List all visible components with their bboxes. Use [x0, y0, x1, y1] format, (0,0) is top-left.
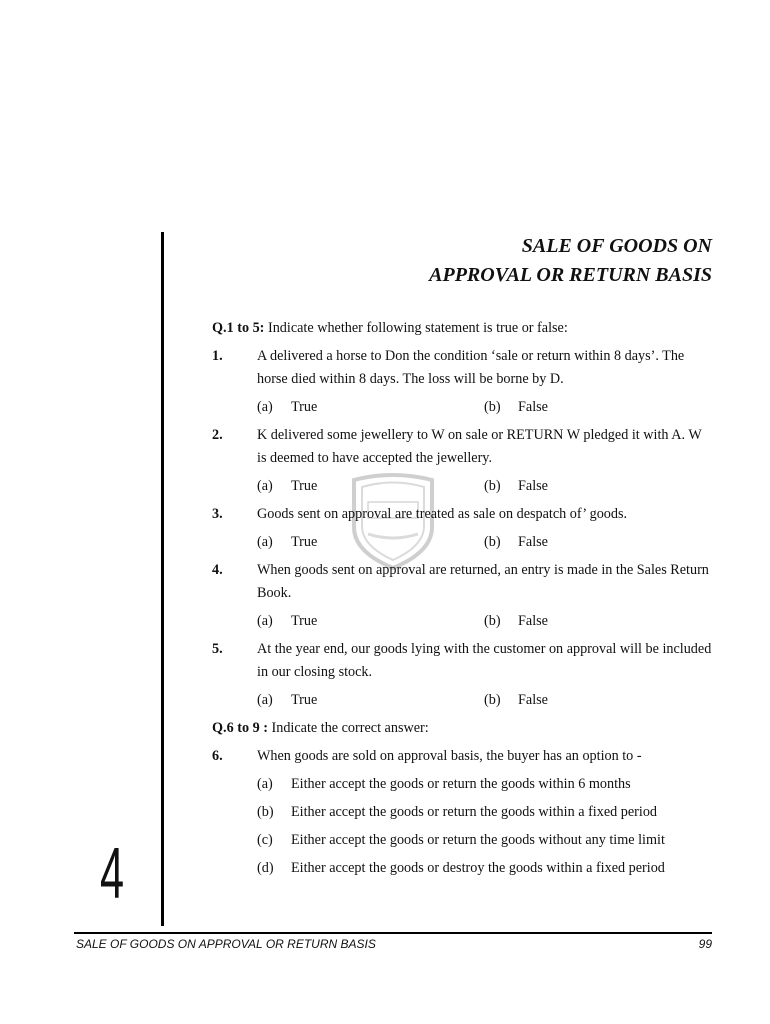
- chapter-rule: [161, 232, 164, 926]
- question-2: [212, 424, 712, 498]
- option-d: (d) Either accept the goods or destroy the goods within a fixed period: [257, 860, 665, 876]
- page-footer: [76, 937, 712, 951]
- option-b: (b) False: [484, 534, 548, 550]
- question-text: Goods sent on approval are treated as sale on despatch of’ goods.: [257, 506, 628, 522]
- section-2-instruction: [212, 717, 712, 740]
- footer-rule: [74, 932, 712, 934]
- title-line-1: SALE OF GOODS ON: [521, 235, 712, 257]
- section-1-text: Indicate whether following statement is true or false:: [264, 320, 568, 336]
- question-text: At the year end, our goods lying with the customer on approval will be included in our closing stock.: [257, 641, 712, 680]
- question-text: K delivered some jewellery to W on sale or RETURN W pledged it with A. W is deemed to have accepted the jewellery.: [257, 427, 702, 466]
- option-b: (b) False: [484, 399, 548, 415]
- question-number: 3.: [212, 506, 223, 522]
- section-2-text: Indicate the correct answer:: [267, 720, 429, 736]
- option-c: (c) Either accept the goods or return the goods without any time limit: [257, 832, 665, 848]
- option-a: (a) True: [257, 613, 318, 629]
- question-3: [212, 503, 712, 554]
- page-title: [429, 232, 712, 290]
- option-a: (a) Either accept the goods or return the goods within 6 months: [257, 776, 631, 792]
- question-number: 6.: [212, 748, 223, 764]
- question-number: 2.: [212, 427, 223, 443]
- title-line-2: APPROVAL OR RETURN BASIS: [429, 264, 712, 286]
- option-b: (b) False: [484, 613, 548, 629]
- question-4: [212, 559, 712, 633]
- question-text: A delivered a horse to Don the condition ‘sale or return within 8 days’. The horse died within 8 days. The loss will be borne by D.: [257, 348, 685, 387]
- question-number: 4.: [212, 562, 223, 578]
- option-a: (a) True: [257, 534, 318, 550]
- section-1-label: Q.1 to 5:: [212, 320, 265, 336]
- section-2-label: Q.6 to 9 :: [212, 720, 268, 736]
- question-5: [212, 638, 712, 712]
- question-content: [212, 317, 712, 885]
- question-6: [212, 745, 712, 880]
- option-a: (a) True: [257, 692, 318, 708]
- chapter-number: 4: [100, 834, 125, 914]
- question-number: 1.: [212, 348, 223, 364]
- option-b: (b) False: [484, 478, 548, 494]
- option-a: (a) True: [257, 399, 318, 415]
- question-text: When goods are sold on approval basis, the buyer has an option to -: [257, 748, 642, 764]
- question-1: [212, 345, 712, 419]
- footer-title: SALE OF GOODS ON APPROVAL OR RETURN BASIS: [76, 937, 376, 951]
- option-b: (b) False: [484, 692, 548, 708]
- question-text: When goods sent on approval are returned, an entry is made in the Sales Return Book.: [257, 562, 709, 601]
- question-number: 5.: [212, 641, 223, 657]
- option-b: (b) Either accept the goods or return the goods within a fixed period: [257, 804, 658, 820]
- section-1-instruction: [212, 317, 712, 340]
- option-a: (a) True: [257, 478, 318, 494]
- page-number: 99: [698, 937, 712, 951]
